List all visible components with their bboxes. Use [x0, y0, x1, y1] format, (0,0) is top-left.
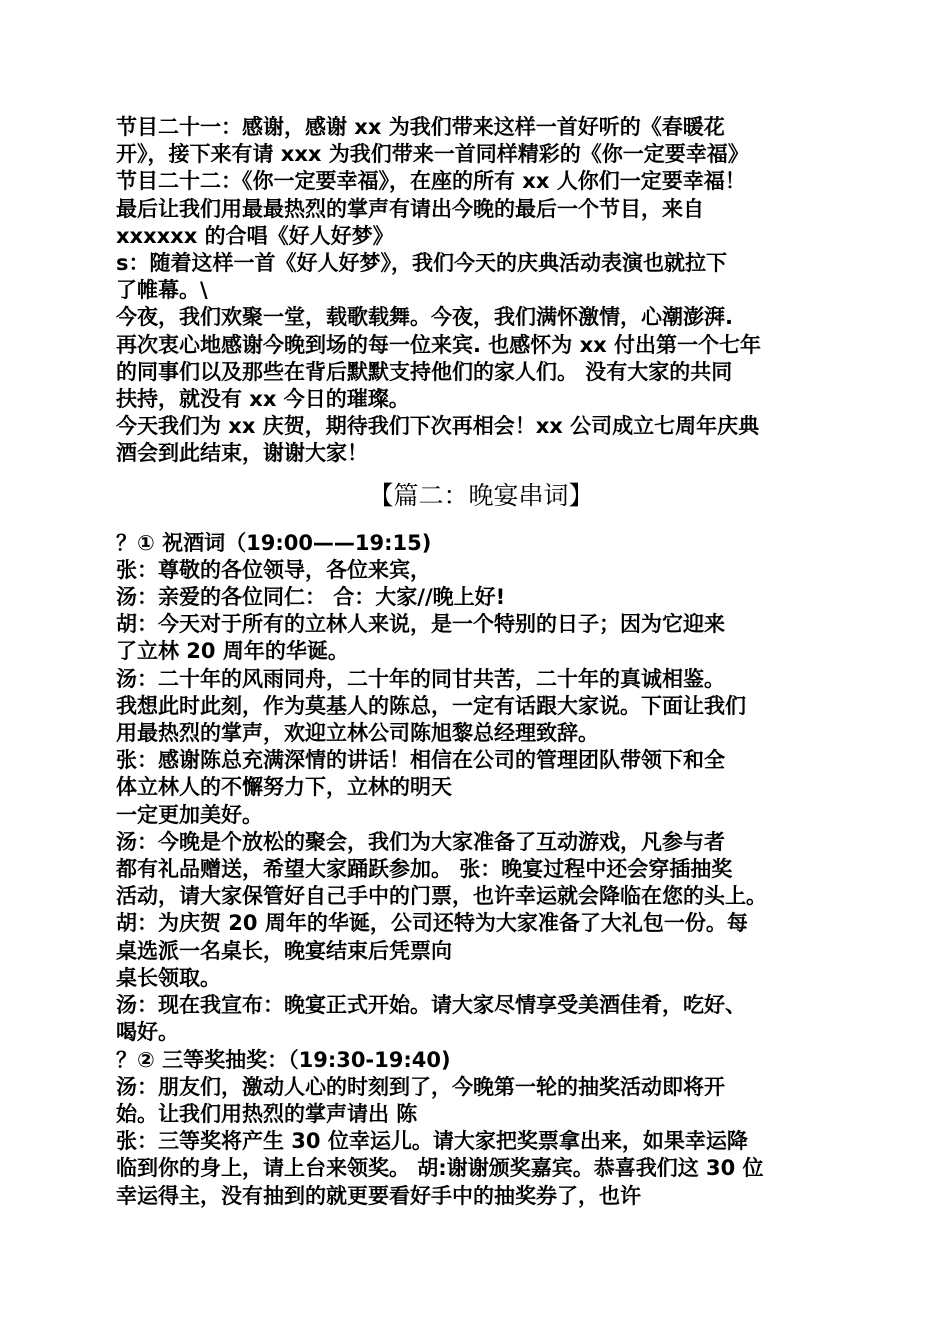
- text-line: 桌选派一名桌长，晚宴结束后凭票向: [116, 938, 452, 963]
- text-line: 酒会到此结束，谢谢大家！: [116, 441, 368, 466]
- text-line: 再次衷心地感谢今晚到场的每一位来宾. 也感怀为 xx 付出第一个七年: [116, 332, 761, 357]
- text-line: 汤：亲爱的各位同仁： 合：大家//晚上好!: [116, 585, 506, 610]
- text-line: 胡：为庆贺 20 周年的华诞，公司还特为大家准备了大礼包一份。每: [116, 911, 748, 936]
- text-line: 了帷幕。\: [116, 278, 208, 303]
- text-line: 汤：朋友们，激动人心的时刻到了，今晚第一轮的抽奖活动即将开: [116, 1074, 725, 1099]
- text-line: 用最热烈的掌声，欢迎立林公司陈旭黎总经理致辞。: [116, 721, 599, 746]
- text-line: 扶持，就没有 xx 今日的璀璨。: [116, 387, 410, 412]
- text-line: 的同事们以及那些在背后默默支持他们的家人们。 没有大家的共同: [116, 359, 733, 384]
- text-line: 始。让我们用热烈的掌声请出 陈: [116, 1101, 418, 1126]
- text-line: 节目二十一：感谢，感谢 xx 为我们带来这样一首好听的《春暖花: [116, 115, 725, 139]
- text-line: 桌长领取。: [116, 965, 221, 990]
- text-line: 张：尊敬的各位领导，各位来宾，: [116, 557, 431, 582]
- text-line: 汤：现在我宣布：晚宴正式开始。请大家尽情享受美酒佳肴，吃好、: [116, 993, 746, 1018]
- text-line: 张：感谢陈总充满深情的讲话！相信在公司的管理团队带领下和全: [116, 748, 725, 773]
- text-line: s：随着这样一首《好人好梦》，我们今天的庆典活动表演也就拉下: [116, 251, 727, 276]
- text-line: 最后让我们用最最热烈的掌声有请出今晚的最后一个节目，来自: [116, 196, 704, 221]
- text-line: 体立林人的不懈努力下，立林的明天: [116, 775, 452, 800]
- section-heading: 【篇二：晚宴串词】: [368, 480, 594, 510]
- text-line: 我想此时此刻，作为莫基人的陈总，一定有话跟大家说。下面让我们: [116, 693, 746, 718]
- text-line: 活动，请大家保管好自己手中的门票，也许幸运就会降临在您的头上。: [116, 884, 767, 909]
- text-line: 张：三等奖将产生 30 位幸运儿。请大家把奖票拿出来，如果幸运降: [116, 1129, 748, 1154]
- text-line: ？② 三等奖抽奖：（19:30-19:40): [116, 1047, 451, 1072]
- document-page: [116, 114, 846, 1210]
- text-line: 都有礼品赠送，希望大家踊跃参加。 张：晚宴过程中还会穿插抽奖: [116, 857, 733, 882]
- section-closing-remarks: [116, 114, 846, 468]
- text-line: ？① 祝酒词（19:00——19:15): [116, 530, 432, 555]
- text-line: xxxxxx 的合唱《好人好梦》: [116, 223, 394, 248]
- text-line: 汤：今晚是个放松的聚会，我们为大家准备了互动游戏，凡参与者: [116, 829, 725, 854]
- text-line: 了立林 20 周年的华诞。: [116, 639, 349, 664]
- text-line: 开》，接下来有请 xxx 为我们带来一首同样精彩的《你一定要幸福》: [116, 142, 749, 167]
- section-banquet-script: [116, 530, 846, 1210]
- text-line: 幸运得主，没有抽到的就更要看好手中的抽奖券了，也许: [116, 1183, 641, 1208]
- text-line: 今夜，我们欢聚一堂，载歌载舞。今夜，我们满怀激情，心潮澎湃.: [116, 305, 733, 330]
- text-line: 胡：今天对于所有的立林人来说，是一个特别的日子；因为它迎来: [116, 612, 725, 637]
- text-line: 临到你的身上，请上台来领奖。 胡:谢谢颁奖嘉宾。恭喜我们这 30 位: [116, 1156, 764, 1181]
- text-line: 节目二十二：《你一定要幸福》，在座的所有 xx 人你们一定要幸福！: [116, 169, 746, 194]
- text-line: 汤：二十年的风雨同舟，二十年的同甘共苦，二十年的真诚相鉴。: [116, 666, 725, 691]
- text-line: 一定更加美好。: [116, 802, 263, 827]
- text-line: 今天我们为 xx 庆贺，期待我们下次再相会！xx 公司成立七周年庆典: [116, 414, 760, 439]
- text-line: 喝好。: [116, 1020, 179, 1045]
